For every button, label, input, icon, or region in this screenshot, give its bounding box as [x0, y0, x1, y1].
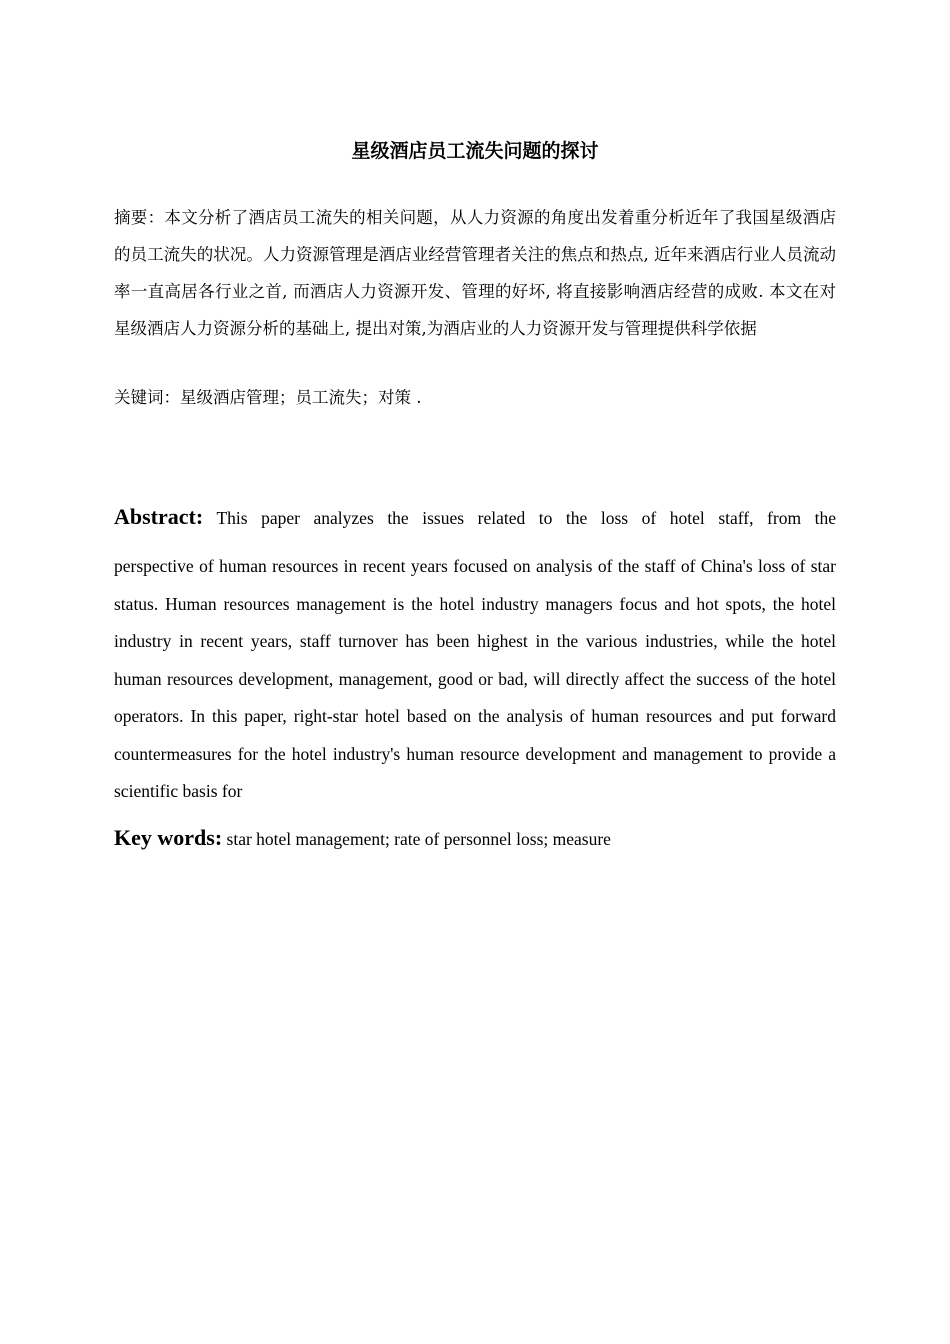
chinese-abstract-label: 摘要：	[114, 208, 165, 227]
english-abstract-text: perspective of human resources in recent years focused on analysis of the staff of China's loss of star status. Human resources management is the hotel industry managers focus and hot spots, the hotel industry in recent years, staff turnover has been highest in the various industries, while the hotel human resources development, management, good or bad, will directly affect the success of the hotel operators. In this paper, right-star hotel based on the analysis of human resources and put forward countermeasures for the hotel industry's human resource development and management to provide a scientific basis for	[114, 556, 836, 801]
chinese-keywords-label: 关键词：	[114, 388, 180, 407]
english-keywords-text: star hotel management; rate of personnel loss; measure	[222, 829, 611, 849]
chinese-keywords-text: 星级酒店管理；员工流失；对策 .	[180, 388, 422, 407]
chinese-abstract	[114, 199, 836, 347]
chinese-abstract-text: 本文分析了酒店员工流失的相关问题，从人力资源的角度出发着重分析近年了我国星级酒店的员工流失的状况。人力资源管理是酒店业经营管理者关注的焦点和热点, 近年来酒店行业人员流动率一直高居各行业之首, 而酒店人力资源开发、管理的好坏, 将直接影响酒店经营的成败. 本文在对星级酒店人力资源分析的基础上, 提出对策,为酒店业的人力资源开发与管理提供科学依据	[114, 208, 837, 338]
english-keywords-label: Key words:	[114, 825, 223, 850]
chinese-keywords	[114, 381, 836, 415]
english-abstract-first-line	[114, 498, 836, 537]
english-abstract-lead-text: This paper analyzes the issues related to the loss of hotel staff, from the	[203, 508, 836, 528]
english-abstract-label: Abstract:	[114, 504, 204, 529]
english-abstract	[114, 498, 836, 811]
page-title: 星级酒店员工流失问题的探讨	[351, 140, 599, 162]
english-keywords	[114, 821, 836, 856]
